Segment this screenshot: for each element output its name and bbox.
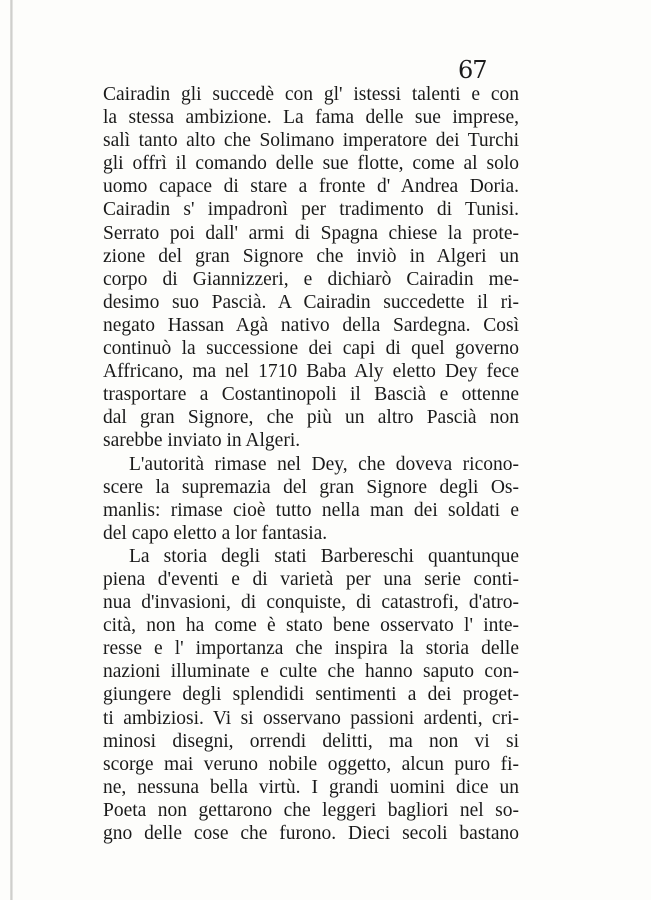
text-line: cità, non ha come è stato bene osservato l' inte- bbox=[103, 615, 519, 637]
text-line: desimo suo Pascià. A Cairadin succedette il ri- bbox=[103, 291, 519, 313]
text-line: zione del gran Signore che inviò in Algeri un bbox=[103, 245, 519, 267]
text-line: gno delle cose che furono. Dieci secoli bastano bbox=[103, 823, 519, 844]
text-line: ne, nessuna bella virtù. I grandi uomini dice un bbox=[103, 776, 519, 798]
text-line: scorge mai veruno nobile oggetto, alcun puro fi- bbox=[103, 753, 519, 775]
text-line: resse e l' importanza che inspira la storia delle bbox=[103, 638, 519, 660]
text-line: nua d'invasioni, di conquiste, di catastrofi, d'atro- bbox=[103, 592, 519, 614]
text-line: minosi disegni, orrendi delitti, ma non vi si bbox=[103, 730, 519, 752]
page-number: 67 bbox=[458, 56, 487, 84]
paragraph-start-line: L'autorità rimase nel Dey, che doveva ricono- bbox=[129, 453, 519, 475]
text-line: la stessa ambizione. La fama delle sue imprese, bbox=[103, 107, 519, 129]
text-line: Affricano, ma nel 1710 Baba Aly eletto Dey fece bbox=[103, 361, 519, 383]
text-line: continuò la successione dei capi di quel governo bbox=[103, 338, 519, 360]
text-line: manlis: rimase cioè tutto nella man dei soldati e bbox=[103, 499, 519, 521]
text-line: corpo di Giannizzeri, e dichiarò Cairadin me- bbox=[103, 268, 519, 290]
page-gutter-shadow bbox=[10, 0, 13, 900]
paragraph-end-line: sarebbe inviato in Algeri. bbox=[103, 430, 301, 452]
text-line: gli offrì il comando delle sue flotte, come al solo bbox=[103, 153, 519, 175]
text-line: Cairadin s' impadronì per tradimento di Tunisi. bbox=[103, 199, 519, 221]
paragraph-end-line: del capo eletto a lor fantasia. bbox=[103, 522, 328, 544]
body-text bbox=[103, 83, 519, 845]
text-line: Cairadin gli succedè con gl' istessi talenti e con bbox=[103, 84, 519, 105]
text-line: dal gran Signore, che più un altro Pascià non bbox=[103, 407, 519, 429]
text-line: giungere degli splendidi sentimenti a dei proget- bbox=[103, 684, 519, 706]
text-line: salì tanto alto che Solimano imperatore dei Turchi bbox=[103, 130, 519, 152]
text-line: ti ambiziosi. Vi si osservano passioni ardenti, cri- bbox=[103, 707, 519, 729]
text-line: trasportare a Costantinopoli il Bascià e ottenne bbox=[103, 384, 519, 406]
text-line: negato Hassan Agà nativo della Sardegna. Così bbox=[103, 314, 519, 336]
text-line: Poeta non gettarono che leggeri bagliori nel so- bbox=[103, 799, 519, 821]
text-line: Serrato poi dall' armi di Spagna chiese la prote- bbox=[103, 222, 519, 244]
text-line: scere la supremazia del gran Signore degli Os- bbox=[103, 476, 519, 498]
text-line: uomo capace di stare a fronte d' Andrea Doria. bbox=[103, 176, 519, 198]
text-line: nazioni illuminate e culte che hanno saputo con- bbox=[103, 661, 519, 683]
text-line: piena d'eventi e di varietà per una serie conti- bbox=[103, 568, 519, 590]
paragraph-start-line: La storia degli stati Barbereschi quantunque bbox=[129, 545, 519, 567]
